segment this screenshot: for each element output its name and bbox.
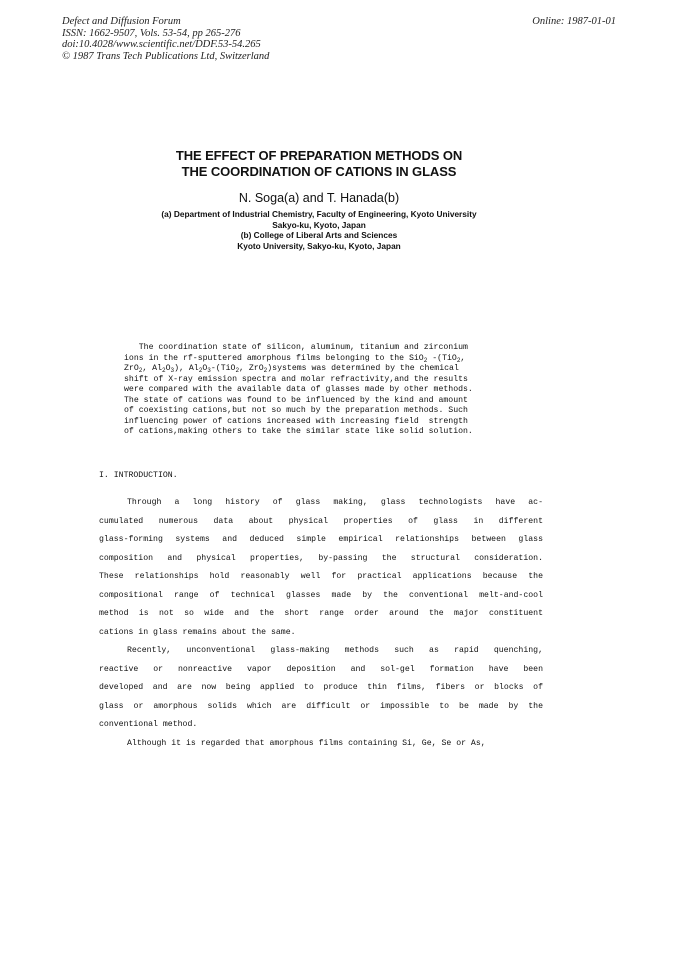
abstract-line: of cations,making others to take the similar state like solid solution. [124, 427, 473, 436]
abstract-line: ions in the rf-sputtered amorphous films belonging to the SiO$_2$ -(TiO$_2$, [124, 353, 466, 364]
affiliation-line: Sakyo-ku, Kyoto, Japan [272, 219, 366, 230]
journal-header [62, 16, 616, 62]
journal-copyright: © 1987 Trans Tech Publications Ltd, Switzerland [62, 50, 270, 62]
affiliations [0, 209, 638, 251]
body-line: reactive or nonreactive vapor deposition and sol-gel formation have been [99, 664, 543, 674]
body-text [99, 494, 543, 753]
paper-title [0, 148, 638, 180]
abstract-line: ZrO$_2$, $Al_2O_3$), $Al_2O_3-(TiO_2$, ZrO$_2$)systems was determined by the chemical [124, 364, 459, 374]
journal-issn: ISSN: 1662-9507, Vols. 53-54, pp 265-276 [62, 27, 241, 39]
body-line: Through a long history of glass making, glass technologists have ac- [127, 498, 543, 507]
affiliation-line: (b) College of Liberal Arts and Sciences [240, 230, 398, 240]
abstract-line: influencing power of cations increased with increasing field strength [124, 416, 468, 426]
abstract [124, 343, 524, 438]
journal-doi: doi:10.4028/www.scientific.net/DDF.53-54.265 [62, 39, 261, 50]
online-date: Online: 1987-01-01 [532, 16, 616, 27]
body-line: method is not so wide and the short range order around the major constituent [99, 609, 543, 618]
body-line: Recently, unconventional glass-making methods such as rapid quenching, [127, 646, 543, 655]
body-line: developed and are now being applied to produce thin films, fibers or blocks of [99, 683, 543, 692]
title-line-1: THE EFFECT OF PREPARATION METHODS ON [175, 148, 463, 163]
body-line: conventional method. [99, 720, 198, 729]
body-line: cations in glass remains about the same. [99, 627, 296, 637]
authors: N. Soga(a) and T. Hanada(b) [238, 191, 400, 205]
abstract-line: The coordination state of silicon, aluminum, titanium and zirconium [124, 343, 468, 352]
body-line: composition and physical properties, by-passing the structural consideration. [99, 553, 543, 563]
body-line: glass-forming systems and deduced simple empirical relationships between glass [99, 535, 543, 544]
journal-name: Defect and Diffusion Forum [62, 16, 181, 27]
title-line-2: THE COORDINATION OF CATIONS IN GLASS [181, 164, 457, 179]
affiliation-line: (a) Department of Industrial Chemistry, Faculty of Engineering, Kyoto University [161, 209, 477, 219]
abstract-line: of coexisting cations,but not so much by the preparation methods. Such [124, 406, 468, 415]
abstract-line: were compared with the available data of glasses made by other methods. [124, 385, 473, 394]
abstract-line: The state of cations was found to be influenced by the kind and amount [124, 395, 468, 405]
body-line: cumulated numerous data about physical properties of glass in different [99, 516, 543, 526]
abstract-line: shift of X-ray emission spectra and molar refractivity,and the results [124, 374, 468, 384]
affiliation-line: Kyoto University, Sakyo-ku, Kyoto, Japan [237, 240, 401, 251]
body-line: These relationships hold reasonably well for practical applications because the [99, 572, 543, 581]
body-line: Although it is regarded that amorphous films containing Si, Ge, Se or As, [127, 738, 486, 748]
section-heading: I. INTRODUCTION. [99, 471, 178, 480]
body-line: glass or amorphous solids which are difficult or impossible to be made by the [99, 701, 543, 711]
body-line: compositional range of technical glasses made by the conventional melt-and-cool [99, 590, 543, 600]
